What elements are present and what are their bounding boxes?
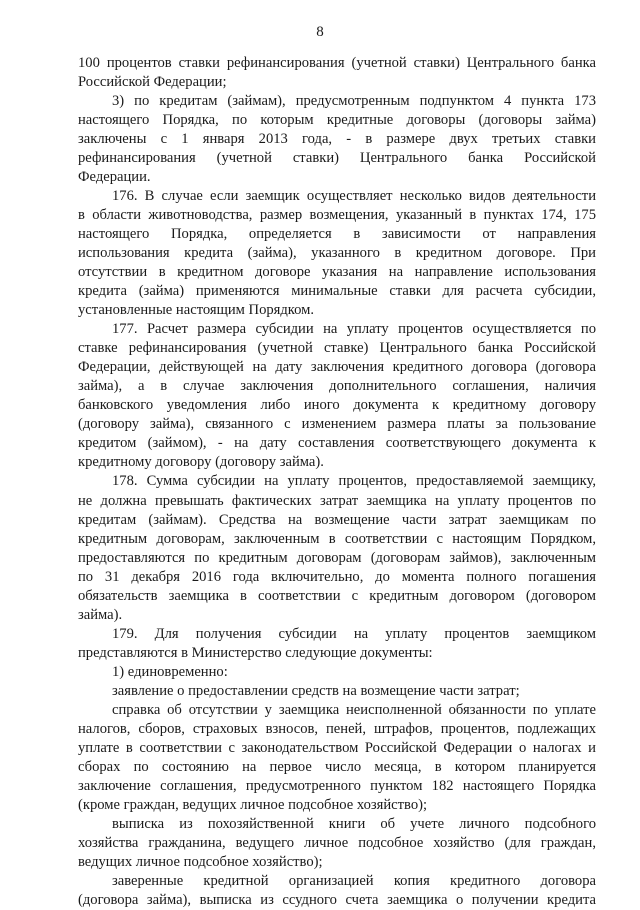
text-line: кредита (займа) применяются минимальные ставки для расчета субсидии, [78,283,596,300]
text-line: заявление о предоставлении средств на возмещение части затрат; [112,682,520,699]
text-line: уплате в соответствии с законодательством Российской Федерации о налогах и [78,739,596,756]
text-line: 177. Расчет размера субсидии на уплату процентов осуществляется по [112,321,596,338]
text-line: не должна превышать фактических затрат заемщика на уплату процентов по [78,492,596,509]
text-line: кредитом (займом), - на дату составления соответствующего документа к [78,435,596,452]
text-line: (кроме граждан, ведущих личное подсобное хозяйство); [78,796,428,813]
text-line: заверенные кредитной организацией копия кредитного договора [112,872,596,889]
page-number: 8 [316,24,324,40]
text-line: 100 процентов ставки рефинансирования (учетной ставки) Центрального банка [78,55,596,71]
text-line: налогов, сборов, страховых взносов, пеней, штрафов, процентов, подлежащих [78,720,596,737]
text-line: банковского уведомления либо иного документа к кредитному договору [78,397,596,414]
text-line: по 31 декабря 2016 года включительно, до момента полного погашения [78,568,596,585]
text-line: сборах по состоянию на первое число месяца, в котором планируется [78,758,596,775]
text-line: займа), а в случае заключения дополнительного соглашения, наличия [78,378,596,395]
text-line: в области животноводства, размер возмещения, указанный в пунктах 174, 175 [78,207,596,224]
text-line: настоящего Порядка, определяется в зависимости от направления [78,226,596,243]
text-line: кредитам (займам). Средства на возмещение части затрат заемщикам по [78,511,596,528]
text-line: 178. Сумма субсидии на уплату процентов, предоставляемой заемщику, [112,473,596,490]
text-line: Федерации. [78,169,151,186]
text-line: кредитному договору (договору займа). [78,454,324,471]
text-line: заключение соглашения, предусмотренного пунктом 182 настоящего Порядка [78,777,596,794]
text-line: использования кредита (займа), указанного в кредитном договоре. При [78,245,596,262]
text-line: обязательств заемщика в соответствии с кредитным договором (договором [78,587,596,604]
text-line: Федерации, действующей на дату заключения кредитного договора (договора [78,359,596,376]
text-line: хозяйства гражданина, ведущего личное подсобное хозяйство (для граждан, [78,834,596,851]
text-line: ведущих личное подсобное хозяйство); [78,853,323,870]
text-line: настоящего Порядка, по которым кредитные договоры (договоры займа) [78,112,596,129]
text-line: установленные настоящим Порядком. [78,302,315,319]
text-line: 176. В случае если заемщик осуществляет несколько видов деятельности [112,188,596,205]
text-line: заключены с 1 января 2013 года, - в размере двух третьих ставки [78,131,596,148]
text-line: предоставляются по кредитным договорам (договорам займов), заключенным [78,549,596,566]
text-line: (договору займа), связанного с изменением размера платы за пользование [78,416,596,433]
text-line: 1) единовременно: [112,663,228,680]
text-line: (договора займа), выписка из ссудного счета заемщика о получении кредита [78,891,596,908]
text-line: ставке рефинансирования (учетной ставке) Центрального банка Российской [78,340,596,357]
text-line: выписка из похозяйственной книги об учете личного подсобного [112,815,596,832]
text-line: отсутствии в кредитном договоре указания на направление использования [78,264,596,281]
text-line: займа). [78,606,123,623]
text-line: Российской Федерации; [78,74,227,90]
text-line: кредитным договорам, заключенным в соответствии с настоящим Порядком, [78,530,596,547]
text-line: рефинансирования (учетной ставки) Центрального банка Российской [78,150,596,167]
text-line: 3) по кредитам (займам), предусмотренным подпунктом 4 пункта 173 [112,93,596,109]
text-line: справка об отсутствии у заемщика неисполненной обязанности по уплате [112,701,596,718]
text-line: представляются в Министерство следующие документы: [78,644,433,661]
text-line: 179. Для получения субсидии на уплату процентов заемщиком [112,625,596,642]
